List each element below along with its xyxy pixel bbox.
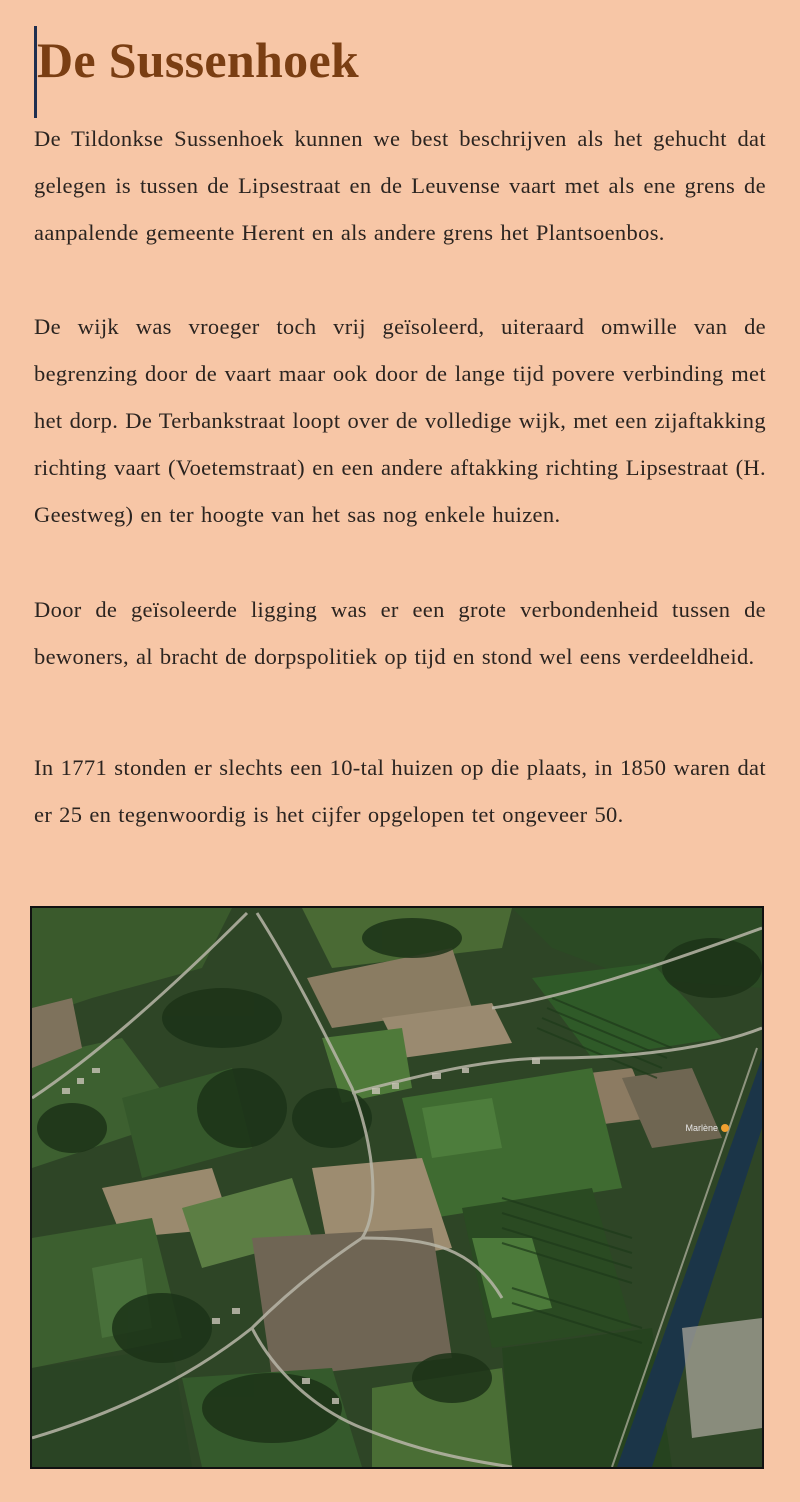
paragraph-3: Door de geïsoleerde ligging was er een grote verbondenheid tussen de bewoners, al bracht de dorpspolitiek op tijd en stond wel eens verdeeldheid. [34,597,766,669]
aerial-photo [30,906,764,1469]
paragraph-4: In 1771 stonden er slechts een 10-tal huizen op die plaats, in 1850 waren dat er 25 en tegenwoordig is het cijfer opgelopen tet ongeveer 50. [34,755,766,827]
map-label: Marlène [685,1123,718,1133]
paragraph-1: De Tildonkse Sussenhoek kunnen we best beschrijven als het gehucht dat gelegen is tussen de Lipsestraat en de Leuvense vaart met als ene grens de aanpalende gemeente Herent en als andere grens het Plantsoenbos. [34,126,766,245]
paragraph-2: De wijk was vroeger toch vrij geïsoleerd, uiteraard omwille van de begrenzing door de vaart maar ook door de lange tijd povere verbinding met het dorp. De Terbankstraat loopt over de volledige wijk, met een zijaftakking richting vaart (Voetemstraat) en een andere aftakking richting Lipsestraat (H. Geestweg) en ter hoogte van het sas nog enkele huizen. [34,314,766,527]
industrial-site [682,1318,762,1438]
map-marker [721,1124,729,1132]
article-title: De Sussenhoek [37,32,360,88]
